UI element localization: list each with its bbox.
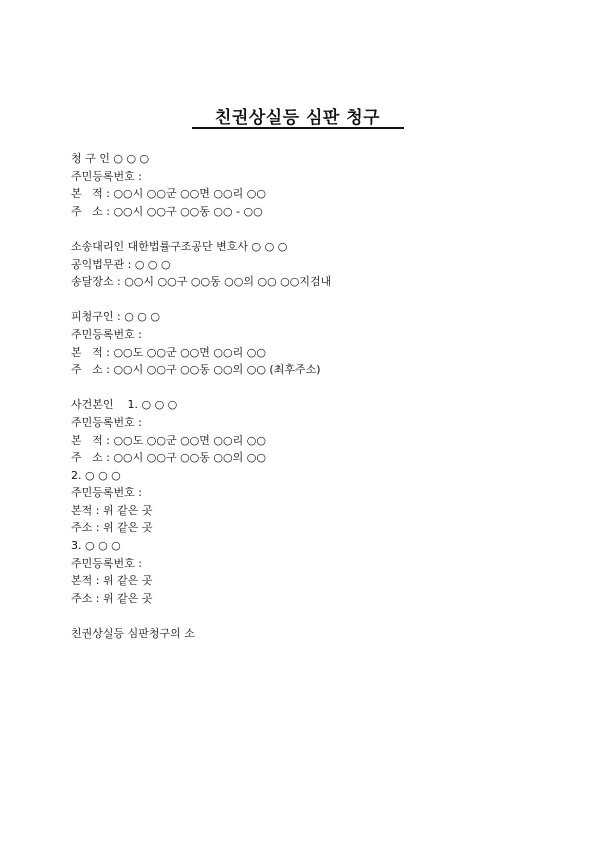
body-line: 2. ○ ○ ○	[71, 468, 121, 482]
body-line: 주민등록번호 :	[71, 486, 142, 500]
document-body	[71, 150, 551, 643]
body-line: 주민등록번호 :	[71, 169, 142, 183]
body-line: 본적 : 위 같은 곳	[71, 503, 153, 517]
body-line: 주민등록번호 :	[71, 556, 142, 570]
body-line: 3. ○ ○ ○	[71, 539, 121, 553]
body-line: 본 적 : ○○도 ○○군 ○○면 ○○리 ○○	[71, 345, 266, 359]
body-line: 피청구인 : ○ ○ ○	[71, 310, 160, 324]
document-title: 친권상실등 심판 청구	[214, 108, 381, 128]
body-line: 친권상실등 심판청구의 소	[71, 627, 195, 641]
body-line: 본 적 : ○○시 ○○군 ○○면 ○○리 ○○	[71, 187, 266, 201]
body-line: 사건본인 1. ○ ○ ○	[71, 398, 178, 412]
body-line: 본 적 : ○○도 ○○군 ○○면 ○○리 ○○	[71, 433, 266, 447]
body-line: 주 소 : ○○시 ○○구 ○○동 ○○의 ○○	[71, 451, 266, 465]
body-line: 주소 : 위 같은 곳	[71, 521, 153, 535]
body-line: 청 구 인 ○ ○ ○	[71, 152, 150, 165]
body-line: 주 소 : ○○시 ○○구 ○○동 ○○의 ○○ (최후주소)	[71, 363, 321, 377]
body-line: 송달장소 : ○○시 ○○구 ○○동 ○○의 ○○ ○○지검내	[71, 275, 332, 289]
body-line: 주 소 : ○○시 ○○구 ○○동 ○○ - ○○	[71, 204, 263, 218]
blank-line	[71, 607, 551, 625]
blank-line	[71, 291, 551, 309]
body-line: 주민등록번호 :	[71, 415, 142, 429]
blank-line	[71, 379, 551, 397]
body-line: 소송대리인 대한법률구조공단 변호사 ○ ○ ○	[71, 239, 288, 253]
body-line: 주소 : 위 같은 곳	[71, 591, 153, 605]
blank-line	[71, 220, 551, 238]
body-line: 본적 : 위 같은 곳	[71, 574, 153, 588]
title-underline	[192, 127, 404, 129]
body-line: 공익법무관 : ○ ○ ○	[71, 257, 171, 271]
body-line: 주민등록번호 :	[71, 327, 142, 341]
